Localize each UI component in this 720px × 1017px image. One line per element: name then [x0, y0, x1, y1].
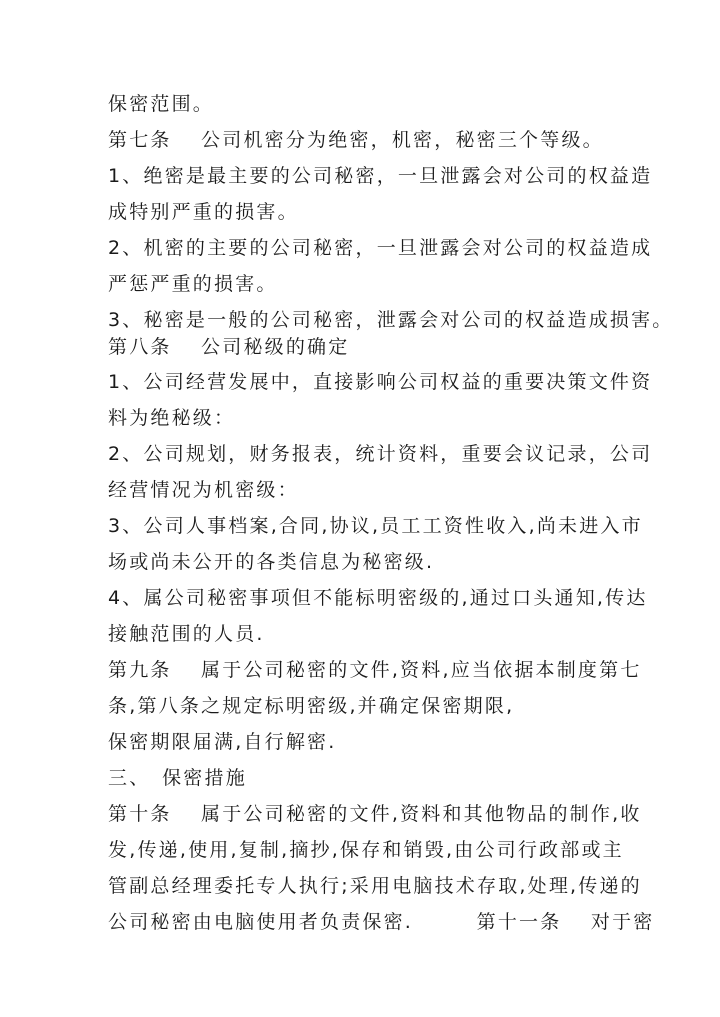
text-line: 经营情况为机密级：: [108, 479, 299, 501]
text-line: 第八条 公司秘级的确定: [108, 336, 350, 358]
text-line: 成特别严重的损害。: [108, 201, 299, 223]
text-line: 接触范围的人员.: [108, 623, 265, 645]
text-line: 条,第八条之规定标明密级,并确定保密期限,: [108, 695, 515, 717]
text-line: 保密期限届满,自行解密.: [108, 731, 337, 753]
text-line: 严惩严重的损害。: [108, 273, 278, 295]
text-line: 保密范围。: [108, 93, 215, 115]
text-line: 公司秘密由电脑使用者负责保密. 第十一条 对于密: [108, 911, 655, 933]
text-line: 第九条 属于公司秘密的文件,资料,应当依据本制度第七: [108, 659, 642, 681]
text-line: 1、公司经营发展中，直接影响公司权益的重要决策文件资: [108, 371, 653, 393]
text-line: 3、公司人事档案,合同,协议,员工工资性收入,尚未进入市: [108, 515, 643, 537]
text-line: 管副总经理委托专人执行;采用电脑技术存取,处理,传递的: [108, 875, 642, 897]
text-line: 4、属公司秘密事项但不能标明密级的,通过口头通知,传达: [108, 587, 648, 609]
text-line: 第七条 公司机密分为绝密，机密，秘密三个等级。: [108, 129, 604, 151]
text-line: 1、绝密是最主要的公司秘密，一旦泄露会对公司的权益造: [108, 165, 653, 187]
text-line: 发,传递,使用,复制,摘抄,保存和销毁,由公司行政部或主: [108, 839, 624, 861]
text-line: 3、秘密是一般的公司秘密，泄露会对公司的权益造成损害。: [108, 309, 674, 331]
text-line: 料为绝秘级：: [108, 407, 236, 429]
text-line: 2、机密的主要的公司秘密，一旦泄露会对公司的权益造成: [108, 237, 653, 259]
text-line: 2、公司规划，财务报表，统计资料，重要会议记录，公司: [108, 443, 653, 465]
section-heading: 三、 保密措施: [108, 767, 247, 789]
text-line: 场或尚未公开的各类信息为秘密级.: [108, 551, 435, 573]
text-line: 第十条 属于公司秘密的文件,资料和其他物品的制作,收: [108, 803, 642, 825]
